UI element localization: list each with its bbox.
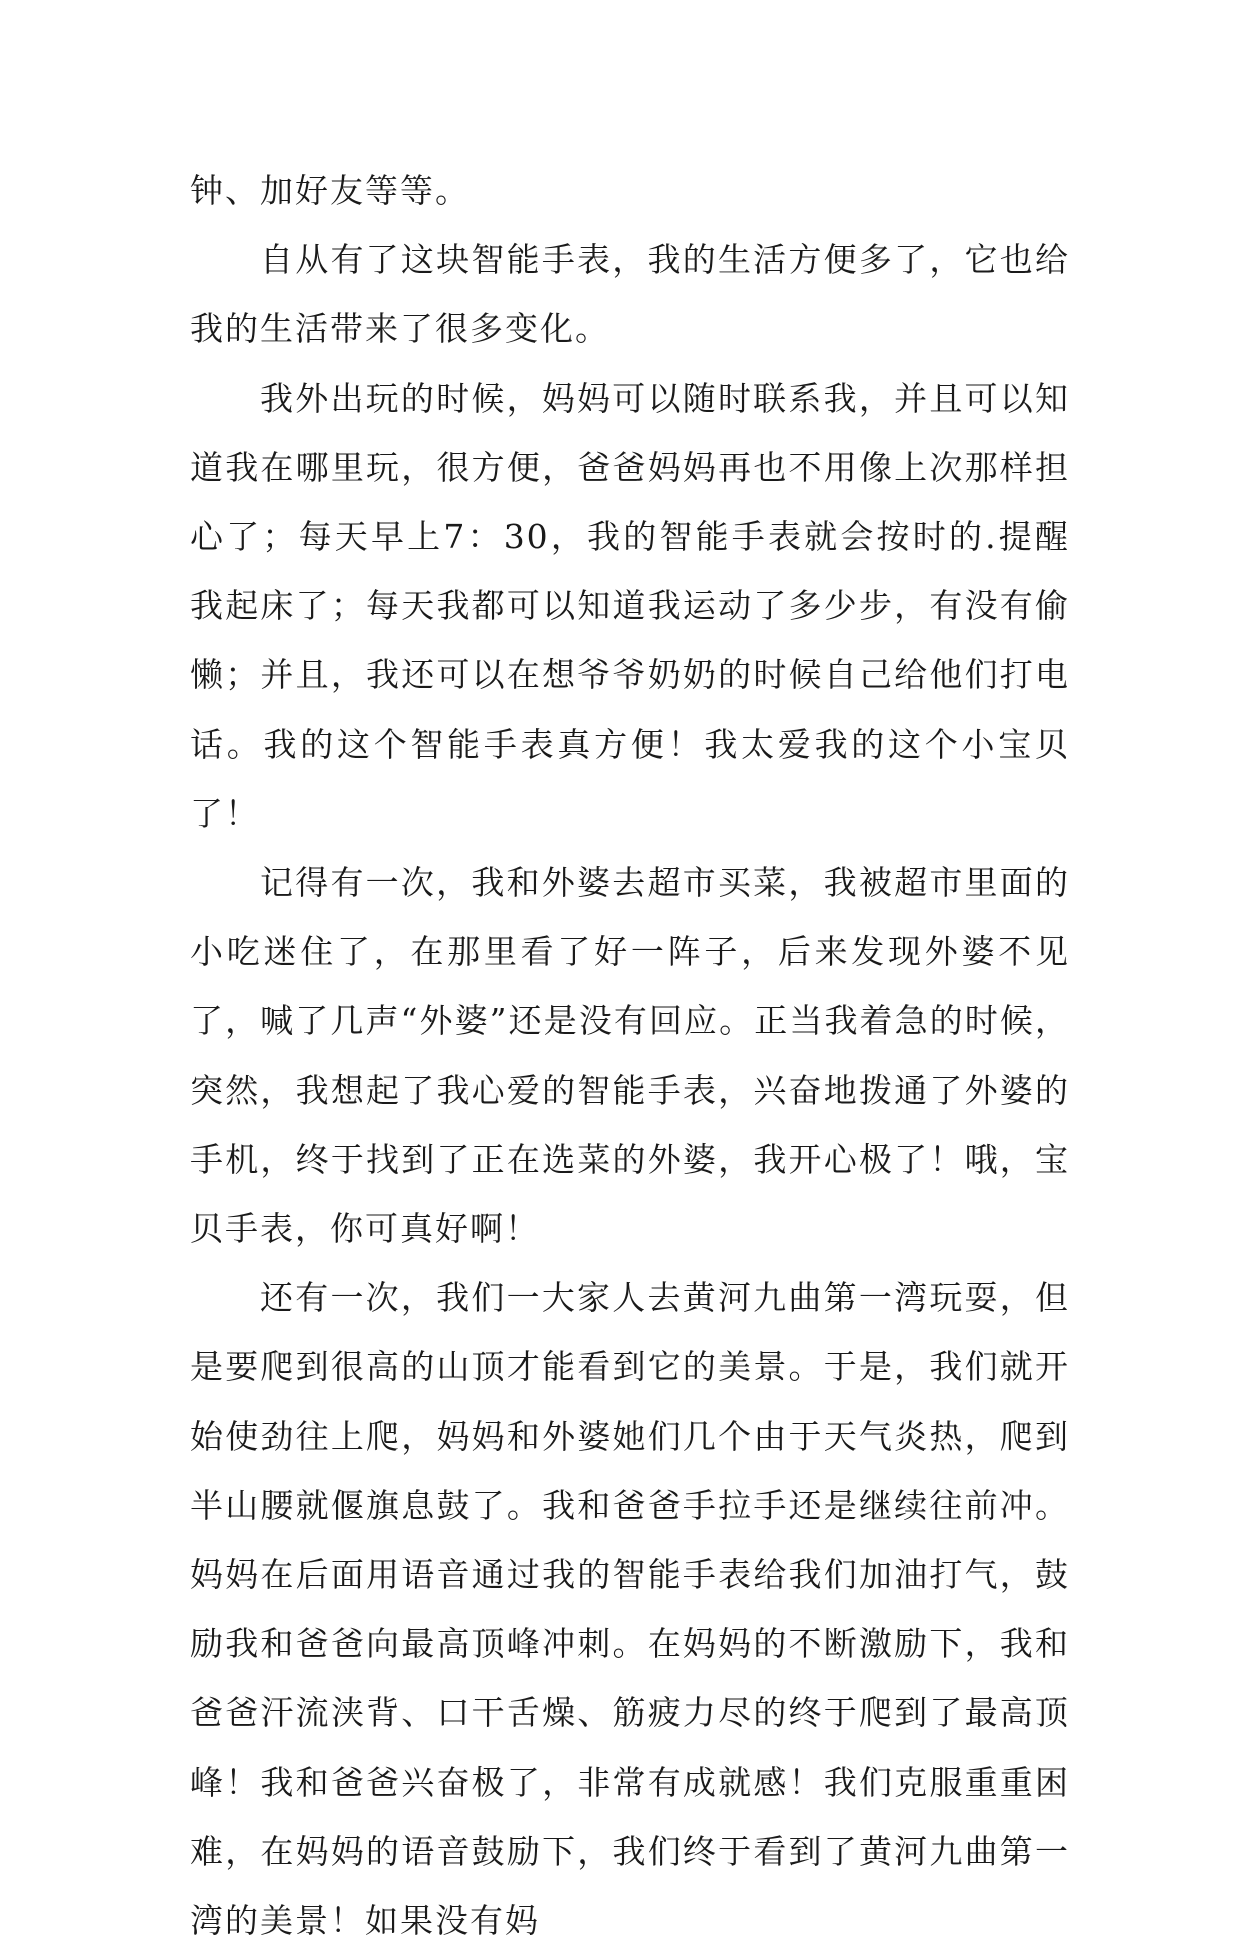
paragraph-1: 钟、加好友等等。 <box>190 171 470 210</box>
paragraph-3: 我外出玩的时候，妈妈可以随时联系我，并且可以知道我在哪里玩，很方便，爸爸妈妈再也不用像上次那样担心了；每天早上7：30，我的智能手表就会按时的.提醒我起床了；每天我都可以知道我运动了多少步，有没有偷懒；并且，我还可以在想爷爷奶奶的时候自己给他们打电话。我的这个智能手表真方便！我太爱我的这个小宝贝了！ <box>190 378 1070 833</box>
paragraph-2: 自从有了这块智能手表，我的生活方便多了，它也给我的生活带来了很多变化。 <box>190 240 1070 349</box>
essay-body <box>190 156 1070 1955</box>
paragraph-5: 还有一次，我们一大家人去黄河九曲第一湾玩耍，但是要爬到很高的山顶才能看到它的美景。于是，我们就开始使劲往上爬，妈妈和外婆她们几个由于天气炎热，爬到半山腰就偃旗息鼓了。我和爸爸手拉手还是继续往前冲。妈妈在后面用语音通过我的智能手表给我们加油打气，鼓励我和爸爸向最高顶峰冲刺。在妈妈的不断激励下，我和爸爸汗流浃背、口干舌燥、筋疲力尽的终于爬到了最高顶峰！我和爸爸兴奋极了，非常有成就感！我们克服重重困难，在妈妈的语音鼓励下，我们终于看到了黄河九曲第一湾的美景！如果没有妈 <box>190 1278 1070 1941</box>
paragraph-4: 记得有一次，我和外婆去超市买菜，我被超市里面的小吃迷住了，在那里看了好一阵子，后来发现外婆不见了，喊了几声“外婆”还是没有回应。正当我着急的时候，突然，我想起了我心爱的智能手表，兴奋地拨通了外婆的手机，终于找到了正在选菜的外婆，我开心极了！哦，宝贝手表，你可真好啊！ <box>190 863 1070 1249</box>
